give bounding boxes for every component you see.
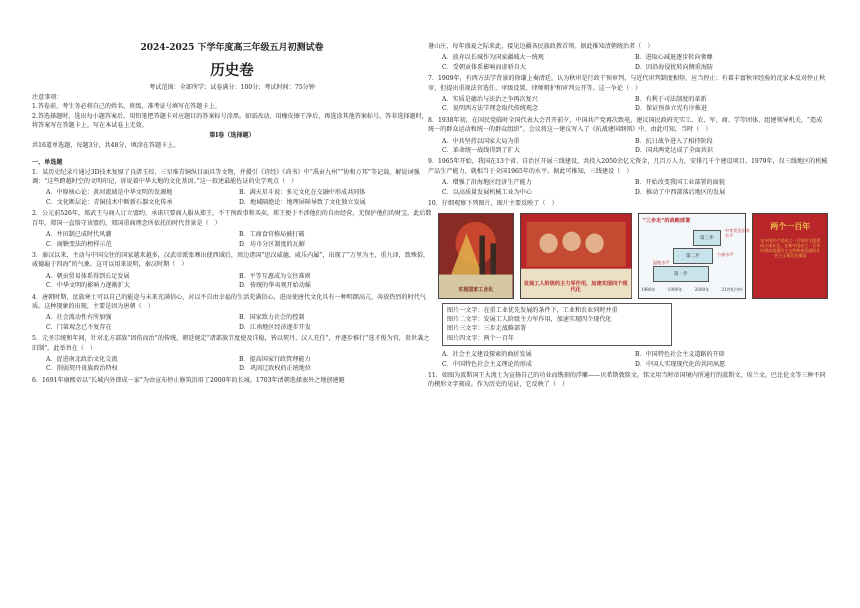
exam-title: 2024-2025 下学年度高三年级五月初测试卷 <box>140 43 324 53</box>
question-stem: 4．唐朝时期，庶族寒士可以自己的能途与未来充满信心，对以不自由幸福的生活充满信心，进而使唐代文化具有一种明朗高亢、奔放热烈的时代气质。这种现象的出现，主要是因为唐朝（ ） <box>32 293 426 310</box>
question-stem: 2．公元前526年，郑武王与商人订立盟约，承诺只要商人服从郑王，不干预政事和买卖。郑王便于不涉他们的自由经营，无保护他们的财宝。此后数百年，郑国一直恪守该盟约，郑国重商理念所依托的时代背景是（ ） <box>32 210 432 227</box>
left-column <box>32 0 432 385</box>
question <box>428 116 828 156</box>
option[interactable]: D．因沿海侵扰转向侧重海防 <box>635 63 714 71</box>
note-item: 1.答卷前，考生务必将自己的姓名、班级、准考证号填写在答题卡上。 <box>32 103 221 111</box>
question <box>32 334 432 374</box>
three-step-strategy-chart <box>638 213 750 299</box>
option[interactable]: C．削弱契丹贵族政治特权 <box>46 365 118 373</box>
question <box>32 251 432 291</box>
step-2: 第二步 <box>673 248 713 264</box>
caption-line: 图片一文字：在重工业优先发展的条件下，工业和农业同时并重 <box>447 306 618 314</box>
option[interactable]: B．工商食官格局被打破 <box>239 231 305 239</box>
option[interactable]: D．坊市分区制度的瓦解 <box>239 240 305 248</box>
factory-poster-image <box>439 214 513 298</box>
option[interactable]: A．社会主义建设探索的曲折发展 <box>442 351 532 359</box>
year-label: 2000年 <box>694 287 710 293</box>
poster-4-title: 两个一百年 <box>770 220 811 231</box>
question-stem: 3．秦汉以来，主动与中国交往的国家越来越多，汉武帝派张骞出使西域后，周边诸国“思汉威德，咸乐内属”，出现了“万里为主，重九译，致殊俗，威德遍于四海”的气象。这可以用来说明，秦汉时期（ ） <box>32 251 430 269</box>
question-stem: 6．1691年康熙帝以“长城内外即成一家”为由宣布停止修筑沿用了2000年的长城。1703年清朝选择塞外之地创建避 <box>32 376 345 384</box>
option[interactable]: B．抗日战争进入了相持阶段 <box>635 137 713 145</box>
question <box>428 74 828 114</box>
option[interactable]: A．社会流动性有所加强 <box>46 314 112 322</box>
option-list <box>32 355 432 374</box>
option[interactable]: C．以高质量发展机械工业为中心 <box>442 188 532 196</box>
option[interactable]: C．商鞅变法的榜样示范 <box>46 240 112 248</box>
option[interactable]: B．满天星斗说：多元文化在交融中形成共同体 <box>239 189 366 197</box>
question <box>32 209 432 249</box>
option[interactable]: A．实质是德治与法治之争再次复兴 <box>442 96 538 104</box>
caption-line: 图片四文字：两个一百年 <box>447 334 515 342</box>
option-list <box>428 137 828 156</box>
two-centenary-poster <box>752 213 828 299</box>
propaganda-poster-2 <box>520 213 632 299</box>
option[interactable]: A．井田制已成时代风潮 <box>46 231 112 239</box>
option[interactable]: C．中国特色社会主义理论的形成 <box>442 360 532 368</box>
option-list <box>32 230 432 249</box>
option[interactable]: C．受朝贡体系影响而虚骄自大 <box>442 63 526 71</box>
question <box>428 157 828 197</box>
option[interactable]: A．中共坚持以国家大局为重 <box>442 137 520 145</box>
section-label: 第Ⅰ卷（选择题） <box>209 132 255 140</box>
option[interactable]: D．推动了中西部落后地区的发展 <box>635 188 726 196</box>
question-type-heading: 一、单选题 <box>32 159 63 167</box>
caption-line: 图片二文字：发展工人阶级主力军作用，加速实现四个现代化 <box>447 315 612 323</box>
image-row <box>438 213 828 299</box>
year-label: 1990年 <box>667 287 683 293</box>
poster-1-caption: 实现国家工业化 <box>458 287 494 294</box>
question-stem: 9．1965年开始，我国在13个省、自治区开展三线建设，共投入2050余亿元资金，几百万人力，安排几千个建设项目。1979年，仅三线地区的机械产品生产能力，就相当于全国1965年的水平。据此可推知，三线建设（ ） <box>428 158 828 175</box>
option[interactable]: C．门第观念已不复存在 <box>46 323 112 331</box>
option-list <box>32 272 432 291</box>
option[interactable]: D．巩固辽政权的正统地位 <box>239 365 311 373</box>
question-stem: 7．1909年，有西方法学背景的徐谦上奏清廷，认为秋审是行政干预审判，与近代审判制度相悖，应当停止；有着丰富秋审经验的沈家本反对停止秋审，但提出重视法官选任、审级设置、律师辩护和审判公开等。这一争论（ ） <box>428 75 826 92</box>
option[interactable]: D．中国人实现现代化的共同夙愿 <box>635 360 726 368</box>
question-stem: 5．元圣宗统和年间，针对北方部族“因俗而治”的传统，朝廷规定“诸部族节度使及详稳，皆以契丹、汉人充任”，并逐步推行“选才俊为官，贵世袭之旧制”。此举旨在（ ） <box>32 335 430 352</box>
question-stem: 1．某历史纪录片通过3D技术复原了良渚玉琮、三星堆青铜纵目面具等文物，并援引《诗经》《尚书》中“禹贡九州”“协和万邦”等记载。解说词强调：“这些跨越时空的文明印记，诉说着中华大地的文化基因。”这一叙述最能佐证的史学观点（ ） <box>32 168 420 186</box>
notes-label: 注意事项： <box>32 93 63 101</box>
year-label: 1980年 <box>640 287 656 293</box>
option-list <box>428 95 828 114</box>
option[interactable]: A．朝贡贸易体系得到长足发展 <box>46 272 130 280</box>
option[interactable]: D．江南地区经济逐步开发 <box>239 323 311 331</box>
question-stem: 暑山庄，每年盛夏之际来此，接见边疆各民族政教首领。据此推知清朝统治者（ ） <box>428 43 654 50</box>
option[interactable]: B．国家致力社会的控制 <box>239 314 305 322</box>
option[interactable]: C．革命统一战线得到了扩大 <box>442 147 520 155</box>
option[interactable]: B．平等互惠成为交往准则 <box>239 272 311 280</box>
exam-info: 考试范围：全部所学；试卷满分：100分；考试时间：75分钟 <box>149 84 315 92</box>
chart-year-axis <box>641 285 744 294</box>
step-1: 第一步 <box>653 266 709 282</box>
option[interactable]: B．开始改变我国工业部署的面貌 <box>635 179 725 187</box>
option[interactable]: C．文化断层论：青铜技术中断新石器文化传承 <box>46 198 173 206</box>
question <box>32 376 432 385</box>
question-stem: 11．如图为波斯国王大流士为宣扬自己的功业而镌刻的浮雕——贝希斯敦铭文。铭文用当时帝国境内所通行的波斯文、埃兰文、巴比伦文等三种不同的楔形文字刻成。作为历史的见证，它反映了（ ） <box>428 371 826 389</box>
label-xiaokang: 小康水平 <box>716 251 734 257</box>
option[interactable]: B．进取心减退逐步转向奢靡 <box>635 54 713 62</box>
propaganda-poster-1 <box>438 213 514 299</box>
subject-title: 历史卷 <box>210 62 254 80</box>
section-desc: 共16道单选题，每题3分，共48分，填涂在答题卡上。 <box>32 141 180 149</box>
option[interactable]: C．中华文明的影响力逐渐扩大 <box>46 282 130 290</box>
year-label: 21世纪中叶 <box>721 287 744 293</box>
option[interactable]: B．有利于司法制度的革新 <box>635 96 707 104</box>
chart-title: “三步走”的战略部署 <box>642 217 691 224</box>
option[interactable]: D．保证预备立宪有序推进 <box>635 105 707 113</box>
poster-2-caption: 发展工人阶级的主力军作用，加速实现四个现代化 <box>523 280 628 293</box>
note-item: 2.答选择题时，选出每小题答案后，用铅笔把答题卡对应题目的答案标号涂黑。如需改动，用橡皮擦干净后，再选涂其他答案标号。答非选择题时，将答案写在答题卡上。写在本试卷上无效。 <box>32 112 428 130</box>
question <box>428 199 828 369</box>
option[interactable]: A．增强了沿海地区经济生产能力 <box>442 179 532 187</box>
step-3: 第三步 <box>693 230 721 246</box>
poster-4-text: 在中国共产党成立一百年时全面建成小康社会，在新中国成立一百年时建成富强民主文明和谐美丽的社会主义现代化强国 <box>760 237 821 259</box>
option-list <box>32 188 432 207</box>
option[interactable]: D．传统的华夷观开始动摇 <box>239 282 311 290</box>
option[interactable]: D．地域隔绝论：地理屏障导致了文化独立发展 <box>239 198 366 206</box>
option-list <box>428 350 828 369</box>
option-list <box>32 313 432 332</box>
option[interactable]: A．促进南北政治文化交流 <box>46 355 118 363</box>
option[interactable]: D．国共两党达成了全面共识 <box>635 147 714 155</box>
option[interactable]: C．说明西方法学理念取代传统观念 <box>442 105 539 113</box>
option[interactable]: A．放弃以长城作为国家疆域大一统观 <box>442 54 544 62</box>
label-wenbao: 温饱水平 <box>652 259 670 265</box>
option[interactable]: B．中国特色社会主义道路的开辟 <box>635 351 725 359</box>
question <box>32 168 432 208</box>
label-middle-income: 中等发达国家水平 <box>724 227 750 238</box>
right-column <box>428 42 828 390</box>
question <box>32 293 432 333</box>
image-captions-box <box>442 303 672 347</box>
caption-line: 图片三文字：三步走战略部署 <box>447 325 527 333</box>
question <box>428 42 828 72</box>
question <box>428 371 828 390</box>
question-stem: 10．仔细观察下列图片，图片主要反映了（ ） <box>428 200 558 208</box>
option[interactable]: A．中原核心论：黄河流域是中华文明的发源地 <box>46 189 173 197</box>
option-list <box>428 178 828 197</box>
question-stem: 8．1938年初，在国民党临时全国代表大会召开前夕，中国共产党再次致电，建议国民政府充实工、农、军、商、学等团体，组建领导机关，“造成统一的群众运动和统一的群众组织”。会议将这一建议写入了《抗战建国纲领》中。由此可知，当时（ ） <box>428 116 823 134</box>
option[interactable]: B．提高国家行政管理能力 <box>239 355 311 363</box>
option-list <box>428 53 828 72</box>
